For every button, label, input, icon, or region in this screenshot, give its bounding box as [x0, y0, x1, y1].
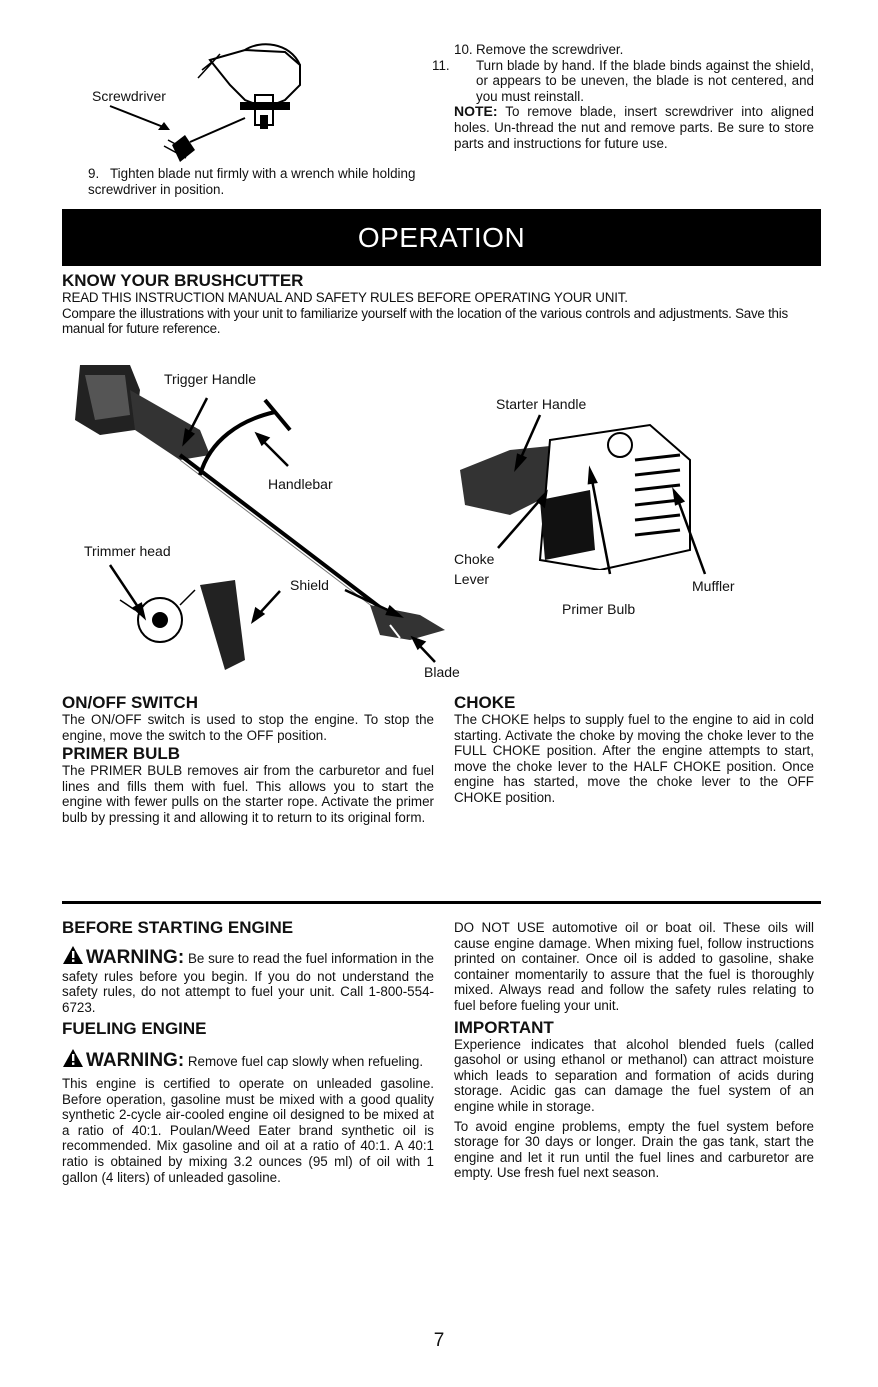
fueling-heading: FUELING ENGINE: [62, 1019, 207, 1039]
onoff-text: The ON/OFF switch is used to stop the engine. To stop the engine, move the switch to the OFF position.: [62, 712, 434, 743]
step-number: 9.: [88, 166, 100, 181]
warning-text: Be sure to read the fuel information in the safety rules before you begin. If you do not understand the safety rules, do not attempt to fuel your unit. Call 1-800-554-6723.: [62, 951, 434, 1015]
before-heading: BEFORE STARTING ENGINE: [62, 918, 294, 937]
primer-text: The PRIMER BULB removes air from the carburetor and fuel lines and fills them with fuel. This allows you to start the engine with fewer pulls on the starter rope. Activate the primer bulb by pressing it and allowing it to return to its original form.: [62, 763, 434, 825]
warning-icon: [62, 945, 84, 969]
label-primer-bulb: Primer Bulb: [562, 601, 636, 617]
oil-paragraph: DO NOT USE automotive oil or boat oil. These oils will cause engine damage. When mixing fuel, follow instructions printed on container. Once oil is added to gasoline, shake container momentarily to assure that the fuel is thoroughly mixed. Always read and follow the safety rules relating to fuel before fueling your unit.: [454, 920, 814, 1013]
know-line2: Compare the illustrations with your unit to familiarize yourself with the location of the various controls and adjustments. Save this manual for future reference.: [62, 305, 788, 337]
label-choke: Choke: [454, 551, 495, 567]
storage-paragraph: To avoid engine problems, empty the fuel system before storage for 30 days or longer. Drain the gas tank, start the engine and let it run until the fuel lines and carburetor are empty. Use fresh fuel next season.: [454, 1118, 814, 1181]
label-muffler: Muffler: [692, 578, 735, 594]
page-number: 7: [433, 1330, 445, 1351]
choke-column: [454, 693, 814, 806]
label-handlebar: Handlebar: [268, 476, 333, 492]
screwdriver-label: Screwdriver: [92, 88, 166, 104]
label-trimmer-head: Trimmer head: [84, 543, 171, 559]
label-shield: Shield: [290, 577, 329, 593]
step-text: Remove the screwdriver.: [476, 42, 624, 57]
label-blade: Blade: [424, 664, 460, 680]
choke-text: The CHOKE helps to supply fuel to the engine to aid in cold starting. Activate the choke by moving the choke lever to the FULL CHOKE position. After the engine attempts to start, move the choke lever to the HALF CHOKE position. Once engine has started, move the choke lever to the OFF CHOKE position.: [454, 712, 814, 805]
step-text: Tighten blade nut firmly with a wrench while holding screwdriver in position.: [88, 166, 416, 197]
step-number: 11.: [432, 57, 450, 73]
primer-heading: PRIMER BULB: [62, 744, 181, 764]
choke-heading: CHOKE: [454, 693, 516, 712]
know-line1: READ THIS INSTRUCTION MANUAL AND SAFETY RULES BEFORE OPERATING YOUR UNIT.: [62, 290, 628, 305]
label-starter-handle: Starter Handle: [496, 396, 587, 412]
step-text: Turn blade by hand. If the blade binds against the shield, or appears to be uneven, the blade is not centered, and you must reinstall.: [476, 57, 814, 104]
important-text: Experience indicates that alcohol blended fuels (called gasohol or using ethanol or methanol) can attract moisture which leads to separation and formation of acids during storage. Acidic gas can damage the fuel system of an engine while in storage.: [454, 1036, 814, 1114]
fuel-left-column: [62, 918, 434, 1185]
section-banner: OPERATION: [62, 209, 821, 266]
note-text: To remove blade, insert screwdriver into aligned holes. Un-thread the nut and remove parts. Be sure to store parts and instructions for future use.: [454, 104, 814, 151]
know-heading: KNOW YOUR BRUSHCUTTER: [62, 271, 304, 290]
label-lever: Lever: [454, 571, 490, 587]
warning-text: Remove fuel cap slowly when refueling.: [187, 1054, 424, 1070]
warning-icon: [62, 1048, 84, 1072]
fueling-warning: [62, 1048, 434, 1072]
before-warning: [62, 945, 434, 1015]
warning-label: WARNING:: [86, 1050, 185, 1072]
important-heading: IMPORTANT: [454, 1017, 554, 1037]
step-number: 10.: [454, 42, 473, 57]
label-trigger-handle: Trigger Handle: [164, 371, 257, 387]
fuel-right-column: [454, 920, 814, 1181]
onoff-heading: ON/OFF SWITCH: [62, 693, 198, 712]
warning-label: WARNING:: [86, 947, 185, 968]
note-label: NOTE:: [454, 103, 498, 120]
fueling-paragraph: This engine is certified to operate on unleaded gasoline. Before operation, gasoline must be mixed with a good quality synthetic 2-cycle air-cooled engine oil designed to be mixed at a ratio of 40:1. Poulan/Weed Eater brand synthetic oil is recommended. Mix gasoline and oil at a ratio of 40:1. A 40:1 ratio is obtained by mixing 3.2 ounces (95 ml) of oil with 1 gallon (4 liters) of unleaded gasoline.: [62, 1075, 434, 1185]
section-divider: [62, 901, 821, 904]
left-controls-column: [62, 693, 434, 826]
